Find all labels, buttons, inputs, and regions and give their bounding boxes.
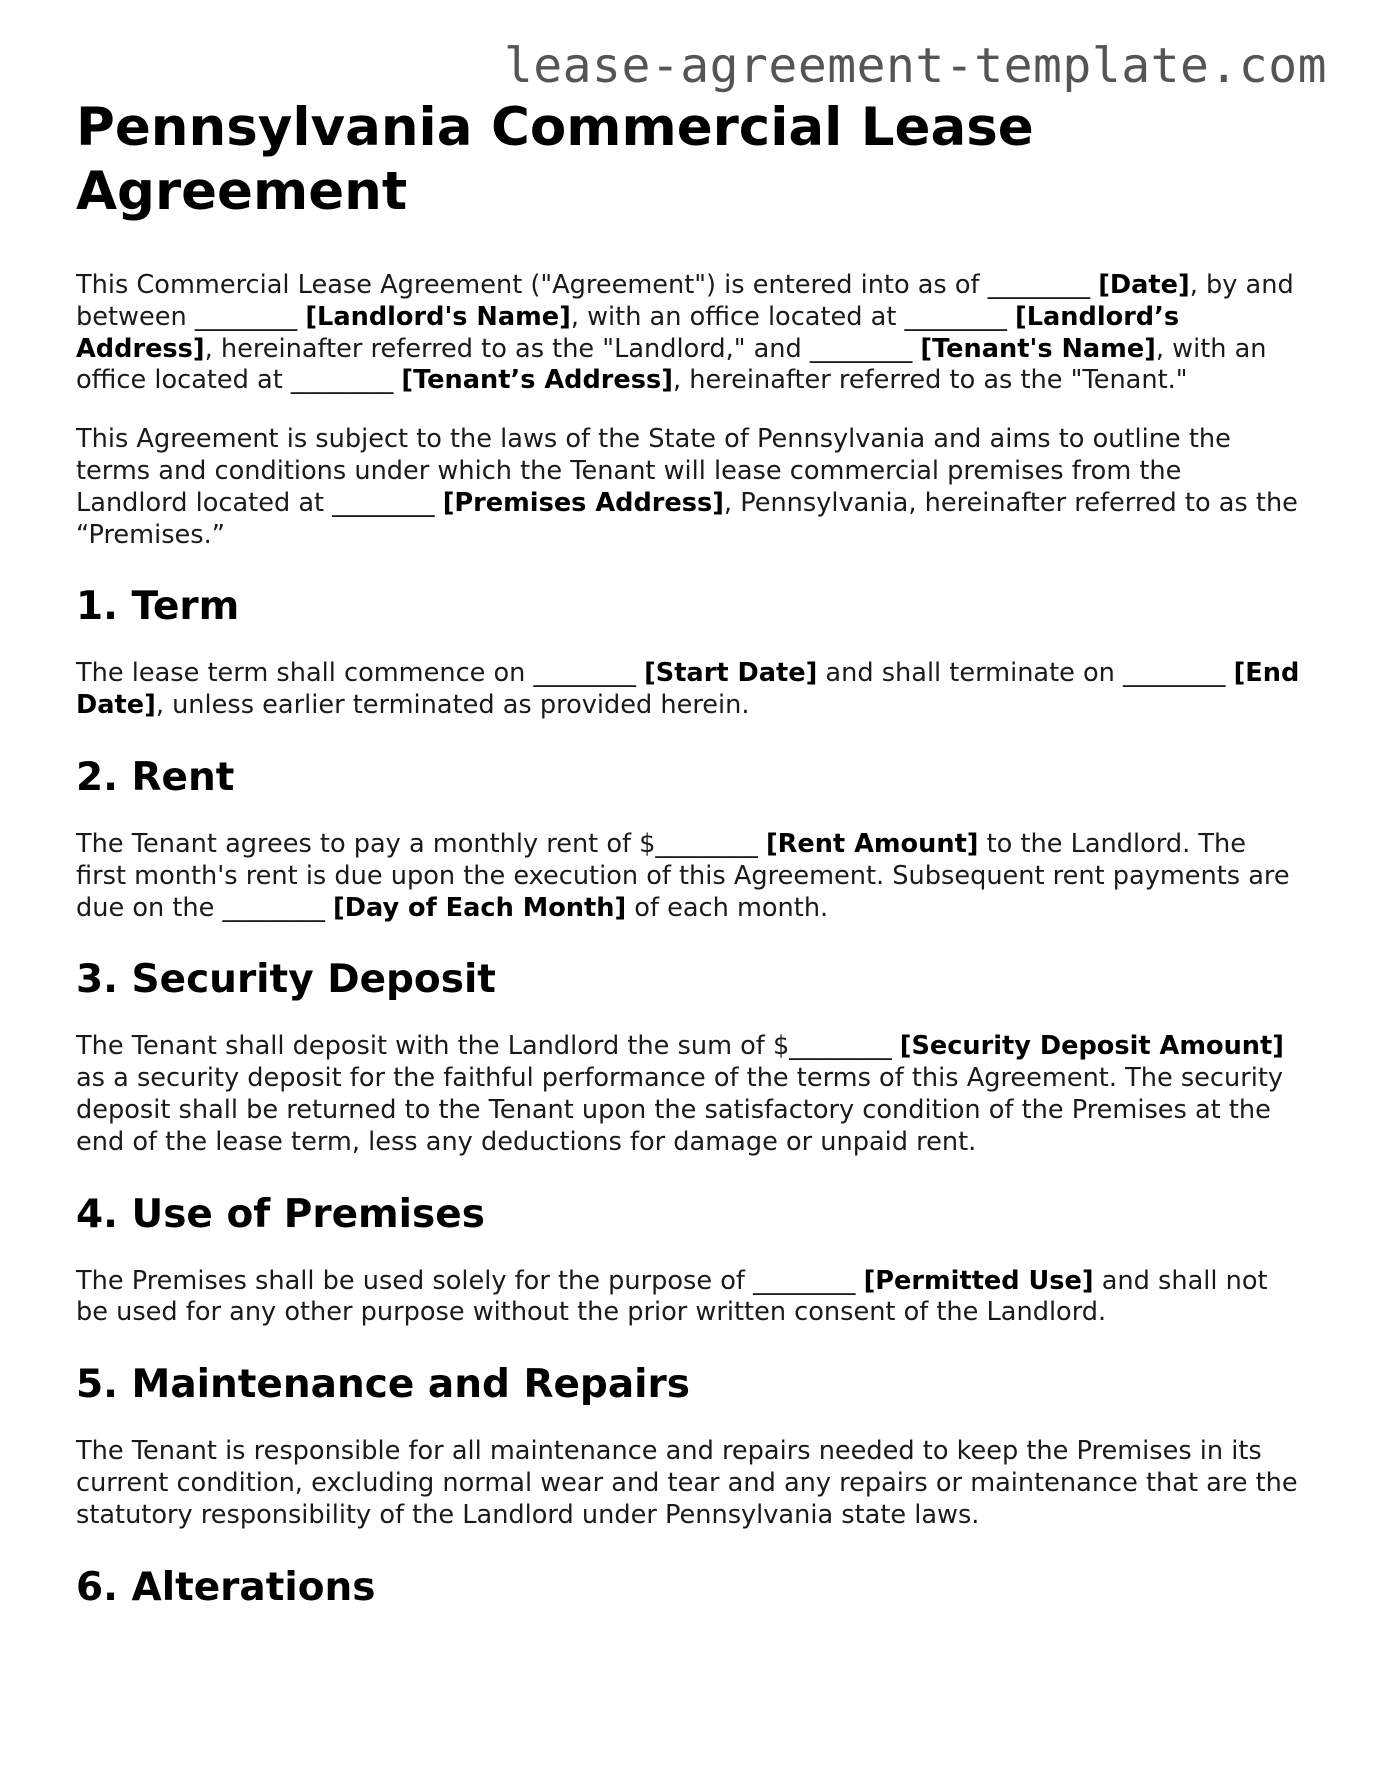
- section-term: [76, 583, 1301, 722]
- section-alterations: [76, 1564, 1301, 1612]
- field-start-date: [Start Date]: [644, 658, 818, 689]
- intro-paragraph-parties: This Commercial Lease Agreement ("Agreement") is entered into as of ________ [Date], by and between ________ [Landlord's Name], with an office located at ________ [Landlord’s Address], hereinafter referred to as the "Landlord," and ________ [Tenant's Name], with an office located at ________ [Tenant’s Address], hereinafter referred to as the "Tenant.": [76, 270, 1294, 396]
- section-maintenance: [76, 1361, 1301, 1531]
- section-rent: [76, 754, 1301, 924]
- section-body-security-deposit: The Tenant shall deposit with the Landlord the sum of $________ [Security Deposit Amount] as a security deposit for the faithful performance of the terms of this Agreement. The security deposit shall be returned to the Tenant upon the satisfactory condition of the Premises at the end of the lease term, less any deductions for damage or unpaid rent.: [76, 1031, 1284, 1157]
- field-landlord-address: [Landlord’s Address]: [76, 301, 1180, 364]
- section-heading-alterations: 6. Alterations: [76, 1564, 376, 1610]
- intro-paragraph-premises: This Agreement is subject to the laws of the State of Pennsylvania and aims to outline the terms and conditions under which the Tenant will lease commercial premises from the Landlord located at ________ [Premises Address], Pennsylvania, hereinafter referred to as the “Premises.”: [76, 424, 1298, 550]
- field-permitted-use: [Permitted Use]: [863, 1265, 1094, 1296]
- section-body-rent: The Tenant agrees to pay a monthly rent of $________ [Rent Amount] to the Landlord. The first month's rent is due upon the execution of this Agreement. Subsequent rent payments are due on the ________ [Day of Each Month] of each month.: [76, 828, 1290, 923]
- field-premises-address: [Premises Address]: [442, 487, 724, 518]
- field-security-deposit-amount: [Security Deposit Amount]: [899, 1031, 1284, 1062]
- section-heading-maintenance: 5. Maintenance and Repairs: [76, 1362, 690, 1408]
- section-heading-use-of-premises: 4. Use of Premises: [76, 1191, 485, 1237]
- field-date: [Date]: [1098, 270, 1190, 300]
- section-heading-rent: 2. Rent: [76, 754, 235, 800]
- section-body-term: The lease term shall commence on ________ [Start Date] and shall terminate on ________ [End Date], unless earlier terminated as provided herein.: [76, 658, 1300, 721]
- field-day-of-month: [Day of Each Month]: [333, 892, 627, 923]
- site-watermark: lease-agreement-template.com: [503, 38, 1327, 94]
- section-body-maintenance: The Tenant is responsible for all maintenance and repairs needed to keep the Premises in its current condition, excluding normal wear and tear and any repairs or maintenance that are the statutory responsibility of the Landlord under Pennsylvania state laws.: [76, 1436, 1298, 1530]
- section-use-of-premises: [76, 1191, 1301, 1330]
- section-heading-term: 1. Term: [76, 584, 240, 630]
- document-page: [76, 96, 1301, 1639]
- field-rent-amount: [Rent Amount]: [765, 828, 979, 859]
- field-end-date: [End Date]: [76, 658, 1300, 721]
- field-tenant-address: [Tenant’s Address]: [401, 365, 673, 396]
- section-heading-security-deposit: 3. Security Deposit: [76, 957, 496, 1003]
- field-landlord-name: [Landlord's Name]: [305, 301, 571, 332]
- document-title: Pennsylvania Commercial Lease Agreement: [76, 97, 1034, 222]
- section-security-deposit: [76, 956, 1301, 1158]
- field-tenant-name: [Tenant's Name]: [920, 333, 1156, 364]
- section-body-use-of-premises: The Premises shall be used solely for the purpose of ________ [Permitted Use] and shall not be used for any other purpose without the prior written consent of the Landlord.: [76, 1265, 1268, 1328]
